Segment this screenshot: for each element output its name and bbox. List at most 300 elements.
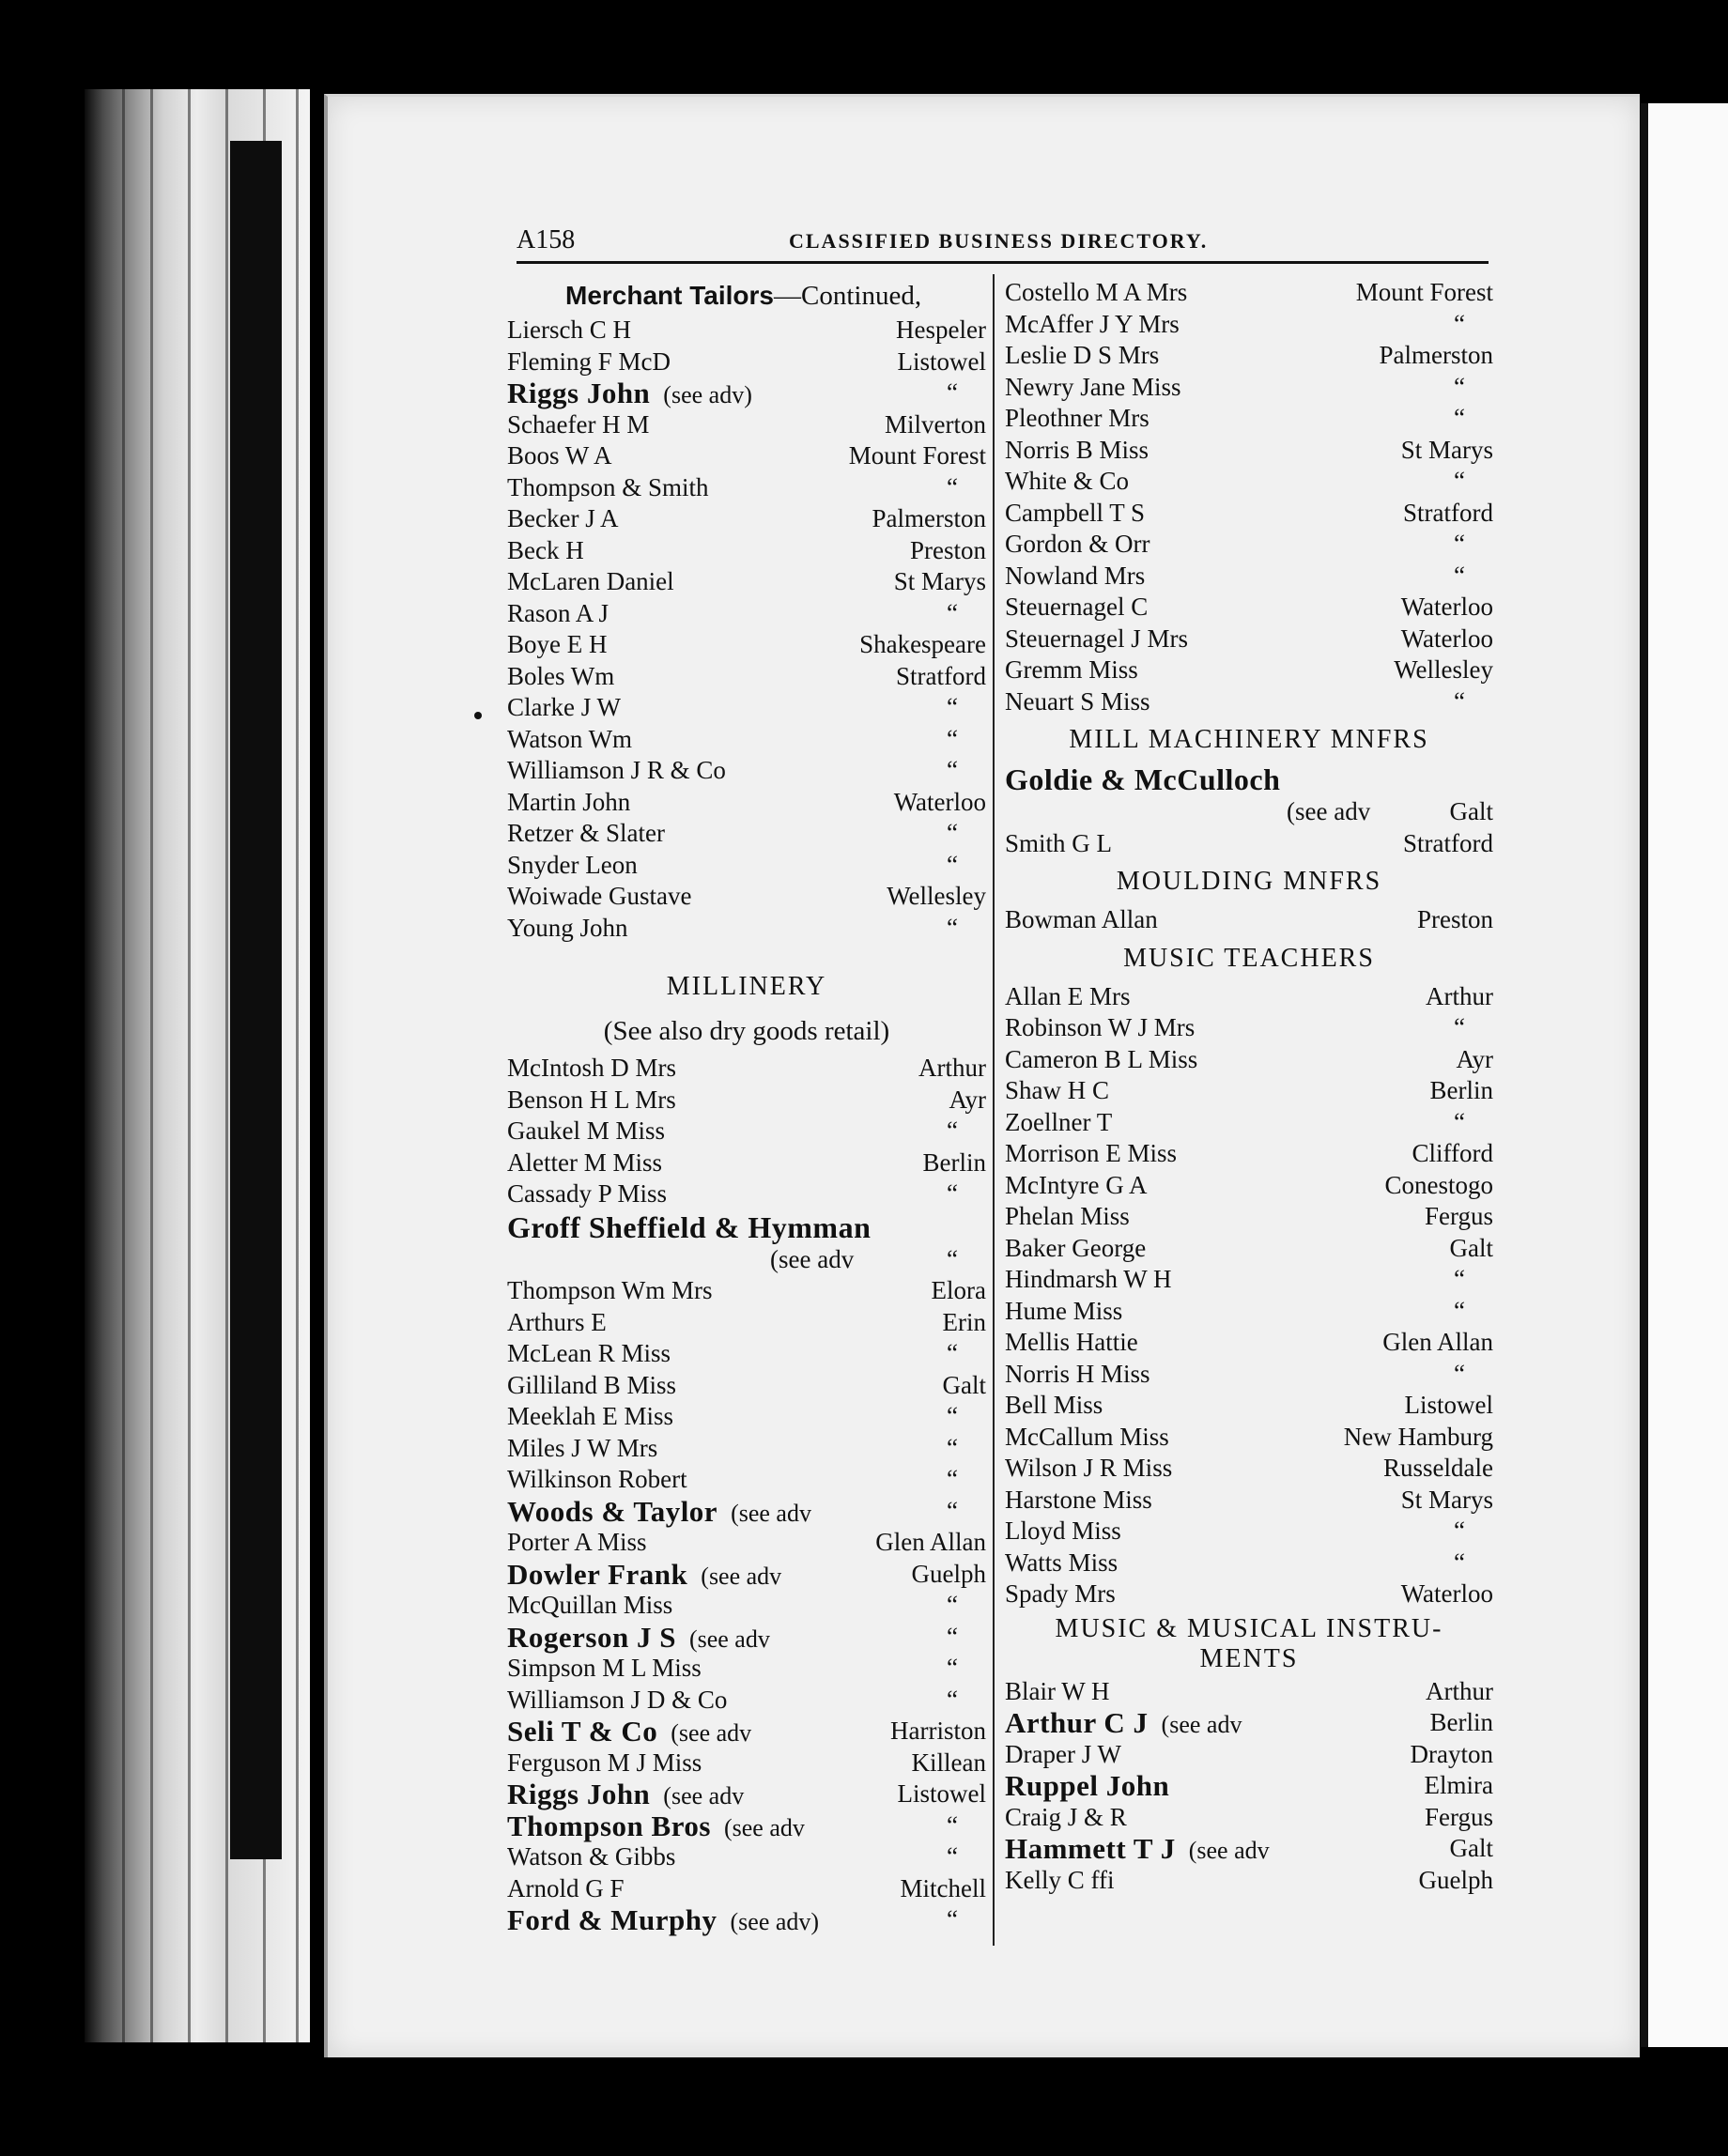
listing-name xyxy=(1005,1578,1116,1610)
see-adv-note: (see adv xyxy=(663,1782,745,1810)
listing-town: “ xyxy=(1454,686,1465,716)
listing-row xyxy=(1005,686,1493,718)
listing-row xyxy=(507,1841,986,1873)
listing-name xyxy=(507,503,618,535)
listing-town: “ xyxy=(1454,309,1465,338)
listing-name xyxy=(1005,1327,1138,1359)
listing-name xyxy=(1005,1012,1195,1044)
listing-name-text: Arnold G F xyxy=(507,1873,625,1902)
listing-name-text: Harstone Miss xyxy=(1005,1485,1152,1514)
listing-row xyxy=(1005,529,1493,561)
listing-town: “ xyxy=(947,1905,958,1933)
listing-town: Listowel xyxy=(897,346,986,376)
listing-row xyxy=(1005,1012,1493,1044)
listing-name-text: Gremm Miss xyxy=(1005,655,1138,684)
listing-town: “ xyxy=(947,1842,958,1871)
listing-town: “ xyxy=(947,756,958,784)
listing-name xyxy=(507,1147,662,1179)
listing-town: Shakespeare xyxy=(859,630,986,658)
listing-row xyxy=(507,1085,986,1116)
listing-town: “ xyxy=(1454,530,1465,558)
listing-name-text: Porter A Miss xyxy=(507,1528,647,1556)
listing-name xyxy=(507,1653,702,1685)
listing-name-text: Morrison E Miss xyxy=(1005,1139,1178,1167)
listing-row xyxy=(507,850,986,882)
listing-name-text: Phelan Miss xyxy=(1005,1202,1130,1230)
listing-row xyxy=(507,913,986,945)
listing-town: Conestogo xyxy=(1384,1170,1493,1199)
listing-row xyxy=(1005,1739,1493,1771)
see-adv-note: (see adv xyxy=(1188,1837,1270,1864)
listing-name-text: Mellis Hattie xyxy=(1005,1328,1138,1356)
listing-town: Guelph xyxy=(1418,1865,1493,1894)
listing-row xyxy=(1005,828,1493,860)
listing-row xyxy=(507,1401,986,1433)
listing-name xyxy=(507,1085,676,1116)
listing-name xyxy=(1005,654,1138,686)
right-column xyxy=(1005,277,1493,1896)
listing-town: Drayton xyxy=(1410,1739,1493,1768)
listing-name xyxy=(507,598,609,630)
listing-name-text: Gaukel M Miss xyxy=(507,1116,665,1145)
listing-name xyxy=(1005,1548,1118,1579)
goldie-adv: (see adv xyxy=(1287,797,1371,825)
listing-name-text: Neuart S Miss xyxy=(1005,686,1150,716)
listing-row xyxy=(1005,1578,1493,1610)
listing-name-text: Leslie D S Mrs xyxy=(1005,341,1160,369)
listing-name xyxy=(1005,1707,1242,1741)
listing-name-text: Martin John xyxy=(507,787,631,816)
see-adv-note: (see adv) xyxy=(663,381,752,408)
listing-town: “ xyxy=(1454,1107,1465,1136)
listing-town: Palmerston xyxy=(872,504,986,532)
listing-name-text: McIntosh D Mrs xyxy=(507,1054,676,1082)
listing-name xyxy=(507,472,709,504)
listing-name-text: Boye E H xyxy=(507,630,608,658)
listing-name-text: McLean R Miss xyxy=(507,1339,671,1367)
listing-name-text: Hume Miss xyxy=(1005,1296,1123,1325)
listing-town: New Hamburg xyxy=(1343,1422,1493,1451)
see-adv-note: (see adv xyxy=(723,1813,805,1841)
continued-label: —Continued, xyxy=(773,281,922,311)
listing-row xyxy=(507,818,986,850)
listing-name-text: Robinson W J Mrs xyxy=(1005,1013,1196,1041)
listing-name-text: Simpson M L Miss xyxy=(507,1654,702,1682)
listing-row xyxy=(507,1338,986,1370)
listing-town: “ xyxy=(947,1685,958,1714)
listing-town: Mount Forest xyxy=(848,441,986,470)
listing-town: Erin xyxy=(942,1307,986,1336)
listing-name xyxy=(1005,1676,1110,1708)
section-name: Merchant Tailors xyxy=(565,281,774,310)
listing-row xyxy=(507,440,986,472)
listing-name xyxy=(1005,1833,1270,1867)
listing-name-text: Spady Mrs xyxy=(1005,1579,1116,1608)
listing-name xyxy=(507,1904,819,1938)
listing-name xyxy=(1005,1138,1177,1170)
listing-row xyxy=(507,598,986,630)
listing-name xyxy=(1005,309,1180,341)
listing-row xyxy=(507,1370,986,1402)
listing-row xyxy=(507,1779,986,1810)
listing-row xyxy=(507,1053,986,1085)
listing-row xyxy=(1005,1707,1493,1739)
listing-name-text: Campbell T S xyxy=(1005,498,1146,527)
listing-row xyxy=(1005,1833,1493,1865)
listing-row xyxy=(507,315,986,346)
millinery-list-a xyxy=(507,1053,986,1210)
listing-town: Mitchell xyxy=(900,1873,986,1902)
listing-name xyxy=(1005,1739,1121,1771)
listing-row xyxy=(1005,1264,1493,1296)
listing-town: “ xyxy=(1454,1548,1465,1577)
listing-row xyxy=(507,535,986,567)
listing-row xyxy=(507,787,986,819)
column-divider xyxy=(993,274,995,1946)
listing-name-text: Boles Wm xyxy=(507,661,615,690)
listing-row xyxy=(1005,654,1493,686)
listing-town: Arthur xyxy=(918,1054,986,1082)
listing-town: “ xyxy=(947,1433,958,1462)
listing-name-text: Costello M A Mrs xyxy=(1005,278,1188,306)
listing-name xyxy=(507,1810,805,1844)
listing-name-text: Becker J A xyxy=(507,504,619,532)
listing-town: Galt xyxy=(942,1370,986,1399)
listing-name xyxy=(1005,1802,1127,1834)
page-header xyxy=(517,225,1489,264)
listing-row xyxy=(1005,624,1493,655)
see-adv-note: (see adv xyxy=(701,1562,782,1590)
listing-name-text: Craig J & R xyxy=(1005,1802,1127,1831)
listing-name xyxy=(1005,686,1150,718)
listing-row xyxy=(1005,309,1493,341)
listing-name xyxy=(1005,1075,1109,1107)
listing-name-text: Baker George xyxy=(1005,1233,1147,1262)
listing-row xyxy=(1005,904,1493,936)
listing-name-text: Norris H Miss xyxy=(1005,1359,1150,1388)
listing-name-text: Schaefer H M xyxy=(507,409,650,439)
listing-row xyxy=(507,1716,986,1748)
listing-town: Listowel xyxy=(1404,1391,1493,1419)
listing-name-text: Seli T & Co xyxy=(507,1715,658,1748)
groff-entry-name: Groff Sheffield & Hymman xyxy=(507,1209,872,1244)
listing-row xyxy=(507,881,986,913)
listing-name-text: Watson Wm xyxy=(507,724,633,753)
listing-town: “ xyxy=(947,1465,958,1493)
see-adv-note: (see adv xyxy=(731,1499,811,1527)
listing-row xyxy=(507,346,986,378)
listing-row xyxy=(1005,1802,1493,1834)
listing-row xyxy=(1005,1865,1493,1897)
listing-name xyxy=(1005,1516,1121,1548)
listing-name xyxy=(507,1116,665,1147)
listing-row xyxy=(1005,1359,1493,1391)
listing-town: Milverton xyxy=(885,409,986,439)
listing-row xyxy=(507,1873,986,1905)
listing-row xyxy=(1005,592,1493,624)
stray-mark xyxy=(474,712,482,719)
listing-name xyxy=(507,315,631,346)
listing-town: “ xyxy=(947,1496,958,1525)
listing-name-text: Shaw H C xyxy=(1005,1076,1110,1104)
listing-row xyxy=(1005,1296,1493,1328)
listing-name xyxy=(507,1622,770,1656)
listing-row xyxy=(507,409,986,441)
listing-town: Arthur xyxy=(1426,981,1493,1010)
listing-town: Berlin xyxy=(1429,1708,1493,1736)
listing-name xyxy=(507,1370,676,1402)
groff-adv: (see adv xyxy=(770,1244,855,1273)
listing-name xyxy=(1005,561,1145,593)
listing-town: Elora xyxy=(931,1276,986,1304)
music-teachers-heading: MUSIC TEACHERS xyxy=(1123,943,1375,973)
facing-page-edge xyxy=(1648,103,1728,2047)
listing-town: “ xyxy=(947,598,958,627)
listing-name-text: Riggs John xyxy=(507,377,651,409)
goldie-town: Galt xyxy=(1449,797,1493,825)
listing-name-text: Thompson & Smith xyxy=(507,472,709,501)
listing-town: “ xyxy=(947,1654,958,1682)
listing-name-text: Norris B Miss xyxy=(1005,435,1149,464)
listing-name xyxy=(507,1464,687,1496)
listing-name xyxy=(507,850,638,882)
page-number: A158 xyxy=(517,225,576,254)
listing-row xyxy=(1005,1233,1493,1265)
listing-name xyxy=(507,1748,702,1779)
listing-town: Guelph xyxy=(911,1559,986,1588)
listing-town: Elmira xyxy=(1424,1771,1493,1799)
listing-row xyxy=(1005,1516,1493,1548)
listing-row xyxy=(507,1433,986,1465)
listing-row xyxy=(507,472,986,504)
listing-town: Preston xyxy=(1417,905,1493,933)
listing-name xyxy=(1005,466,1129,498)
listing-name xyxy=(1005,1296,1122,1328)
listing-row xyxy=(507,503,986,535)
listing-name-text: McCallum Miss xyxy=(1005,1422,1169,1451)
listing-row xyxy=(1005,1138,1493,1170)
listing-row xyxy=(1005,1044,1493,1076)
listing-town: “ xyxy=(947,1402,958,1430)
listing-row xyxy=(507,1496,986,1528)
listing-town: Listowel xyxy=(897,1779,986,1808)
listing-name-text: Zoellner T xyxy=(1005,1107,1113,1136)
listing-name-text: Thompson Wm Mrs xyxy=(507,1276,713,1304)
listing-town: Waterloo xyxy=(1400,593,1493,621)
listing-name-text: Boos W A xyxy=(507,441,612,470)
listing-name xyxy=(1005,435,1149,467)
see-adv-note: (see adv xyxy=(1161,1711,1242,1738)
listing-row xyxy=(1005,1422,1493,1454)
listing-name xyxy=(1005,592,1148,624)
listing-name xyxy=(507,724,632,756)
listing-row xyxy=(507,755,986,787)
listing-name-text: Thompson Bros xyxy=(507,1809,711,1842)
listing-name xyxy=(507,1496,811,1530)
listing-name xyxy=(507,1590,672,1622)
listing-row xyxy=(1005,1676,1493,1708)
listing-name-text: Cassady P Miss xyxy=(507,1179,668,1208)
listing-name-text: Cameron B L Miss xyxy=(1005,1044,1198,1073)
listing-name-text: Bell Miss xyxy=(1005,1391,1103,1419)
listing-name xyxy=(507,1685,727,1717)
listing-row xyxy=(1005,1453,1493,1485)
listing-row xyxy=(507,1147,986,1179)
listing-row xyxy=(1005,1107,1493,1139)
listing-town: Fergus xyxy=(1424,1802,1493,1831)
listing-row xyxy=(1005,498,1493,530)
listing-town: Waterloo xyxy=(1400,1579,1493,1608)
listing-name-text: McAffer J Y Mrs xyxy=(1005,309,1180,338)
listing-name xyxy=(1005,624,1188,655)
listing-name xyxy=(507,1053,676,1085)
listing-name xyxy=(1005,498,1145,530)
listing-town: Galt xyxy=(1449,1834,1493,1862)
listing-name-text: Williamson J R & Co xyxy=(507,756,726,784)
listing-name-text: Smith G L xyxy=(1005,828,1113,857)
listing-town: “ xyxy=(1454,372,1465,401)
listing-name xyxy=(507,881,692,913)
listing-name xyxy=(507,661,614,693)
listing-name xyxy=(507,1716,751,1749)
listing-town: Harriston xyxy=(890,1717,986,1745)
listing-row xyxy=(507,1464,986,1496)
listing-name-text: Steuernagel J Mrs xyxy=(1005,624,1188,653)
listing-name-text: Miles J W Mrs xyxy=(507,1433,658,1462)
music-teachers-list xyxy=(1005,981,1493,1610)
listing-name-text: Williamson J D & Co xyxy=(507,1685,728,1714)
listing-name xyxy=(1005,340,1159,372)
listing-town: “ xyxy=(947,693,958,721)
listing-town: Stratford xyxy=(1403,828,1493,857)
listing-town: St Marys xyxy=(1400,435,1493,464)
listing-row xyxy=(1005,1485,1493,1517)
listing-name xyxy=(507,787,630,819)
listing-row xyxy=(507,1275,986,1307)
listing-name xyxy=(507,440,612,472)
listing-town: Waterloo xyxy=(893,787,986,816)
listing-town: Glen Allan xyxy=(875,1528,986,1556)
millinery-continued-list xyxy=(1005,277,1493,717)
listing-name-text: Ford & Murphy xyxy=(507,1903,717,1936)
listing-name xyxy=(507,1779,744,1812)
listing-name-text: Ruppel John xyxy=(1005,1769,1170,1802)
listing-row xyxy=(507,1178,986,1210)
listing-town: “ xyxy=(947,378,958,407)
listing-name-text: Riggs John xyxy=(507,1778,651,1810)
listing-row xyxy=(1005,277,1493,309)
listing-row xyxy=(507,1527,986,1559)
goldie-entry-name: Goldie & McCulloch xyxy=(1005,762,1281,796)
listing-name xyxy=(507,818,665,850)
listing-row xyxy=(1005,1770,1493,1802)
groff-town: “ xyxy=(947,1244,958,1273)
listing-town: “ xyxy=(947,913,958,942)
listing-row xyxy=(1005,1170,1493,1202)
listing-town: “ xyxy=(1454,404,1465,432)
listing-name xyxy=(1005,277,1187,309)
listing-town: Palmerston xyxy=(1379,341,1493,369)
listing-name xyxy=(507,1841,675,1873)
millinery-heading: MILLINERY xyxy=(666,972,827,1001)
listing-name xyxy=(1005,1233,1146,1265)
listing-row xyxy=(507,692,986,724)
listing-name xyxy=(507,566,674,598)
listing-name xyxy=(507,1559,781,1593)
listing-row xyxy=(507,1116,986,1147)
listing-name-text: Rogerson J S xyxy=(507,1620,676,1654)
listing-name xyxy=(1005,403,1149,435)
listing-name xyxy=(1005,1359,1150,1391)
listing-name xyxy=(507,346,671,378)
moulding-list xyxy=(1005,904,1493,936)
listing-name-text: Arthur C J xyxy=(1005,1706,1149,1739)
millinery-note: (See also dry goods retail) xyxy=(603,1016,890,1046)
see-adv-note: (see adv xyxy=(688,1625,770,1653)
listing-name-text: Meeklah E Miss xyxy=(507,1402,673,1430)
listing-row xyxy=(1005,340,1493,372)
listing-name xyxy=(507,755,726,787)
music-instruments-list xyxy=(1005,1676,1493,1897)
listing-row xyxy=(1005,1201,1493,1233)
listing-name xyxy=(1005,981,1130,1013)
listing-name-text: Pleothner Mrs xyxy=(1005,404,1149,432)
listing-row xyxy=(1005,435,1493,467)
listing-name-text: Allan E Mrs xyxy=(1005,981,1131,1010)
merchant-tailors-list xyxy=(507,315,986,944)
listing-town: Glen Allan xyxy=(1382,1328,1493,1356)
listing-name xyxy=(507,692,621,724)
listing-row xyxy=(1005,403,1493,435)
listing-name xyxy=(1005,1422,1169,1454)
listing-name xyxy=(507,629,607,661)
listing-town: “ xyxy=(947,1179,958,1208)
music-instruments-heading-line1: MUSIC & MUSICAL INSTRU- xyxy=(1055,1613,1443,1643)
listing-row xyxy=(507,1307,986,1339)
listing-town: Berlin xyxy=(922,1147,986,1177)
listing-name-text: Ferguson M J Miss xyxy=(507,1748,702,1777)
listing-row xyxy=(507,1748,986,1779)
listing-town: “ xyxy=(947,724,958,753)
listing-row xyxy=(507,1622,986,1654)
listing-row xyxy=(507,1559,986,1591)
listing-name-text: Steuernagel C xyxy=(1005,593,1149,621)
listing-name xyxy=(507,1527,647,1559)
listing-name xyxy=(1005,828,1112,860)
listing-row xyxy=(1005,1327,1493,1359)
listing-name xyxy=(1005,1264,1172,1296)
listing-name-text: Arthurs E xyxy=(507,1307,607,1336)
listing-name-text: Young John xyxy=(507,913,628,942)
listing-name-text: White & Co xyxy=(1005,467,1129,495)
listing-town: “ xyxy=(947,472,958,501)
listing-name-text: Snyder Leon xyxy=(507,850,638,879)
listing-name-text: Watson & Gibbs xyxy=(507,1842,676,1871)
listing-name xyxy=(507,1401,673,1433)
listing-town: “ xyxy=(947,1116,958,1145)
listing-name-text: Aletter M Miss xyxy=(507,1147,662,1177)
listing-town: Waterloo xyxy=(1400,624,1493,653)
listing-name-text: Woiwade Gustave xyxy=(507,882,692,910)
listing-name xyxy=(1005,1044,1197,1076)
listing-name-text: McQuillan Miss xyxy=(507,1591,673,1619)
listing-town: Wellesley xyxy=(1394,655,1493,684)
listing-town: Russeldale xyxy=(1383,1454,1493,1482)
listing-town: “ xyxy=(1454,1013,1465,1041)
listing-row xyxy=(1005,981,1493,1013)
listing-town: “ xyxy=(1454,561,1465,590)
listing-name-text: Dowler Frank xyxy=(507,1557,688,1591)
